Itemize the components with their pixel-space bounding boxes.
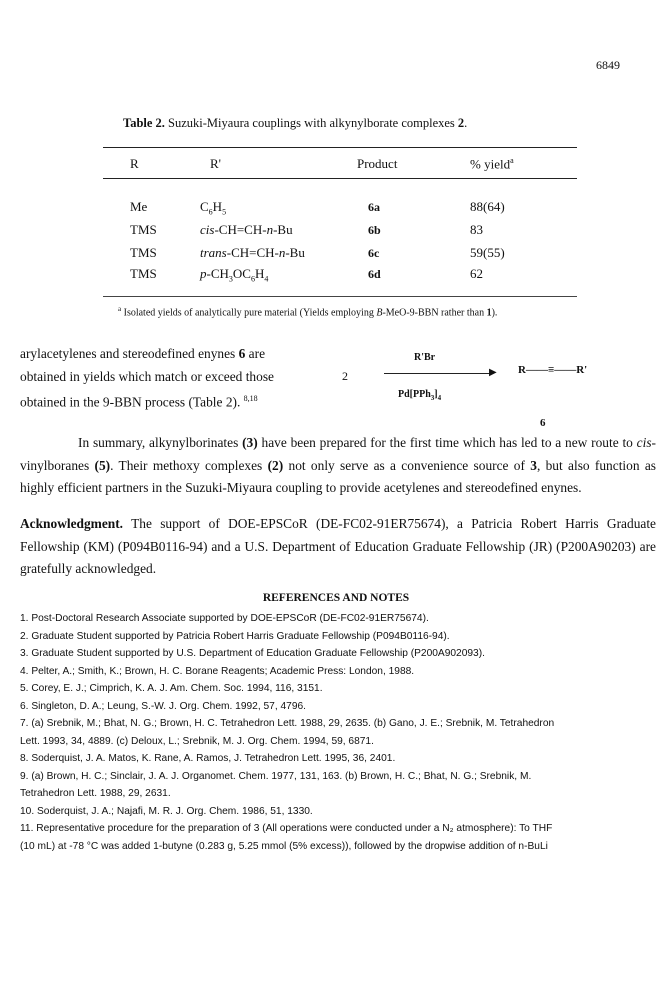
reference-item: Lett. 1993, 34, 4889. (c) Deloux, L.; Srebnik, M. J. Org. Chem. 1994, 59, 6871. (20, 735, 374, 747)
row4-s4: 4 (264, 274, 269, 284)
para2-t4: . Their methoxy complexes (110, 457, 268, 473)
reference-item: 2. Graduate Student supported by Patricia Robert Harris Graduate Fellowship (P094B0116-94). (20, 630, 450, 642)
references-list (20, 610, 656, 855)
catalyst-text: Pd[PPh (398, 389, 431, 400)
header-yield-sup: a (510, 156, 514, 165)
paragraph-summary (20, 432, 656, 500)
row2-r: TMS (130, 222, 157, 237)
table-header-rule (103, 178, 577, 179)
row4-yield: 62 (470, 266, 483, 281)
page-number: 6849 (596, 58, 620, 72)
row4-s3: 3 (228, 274, 233, 284)
table-bottom-rule (103, 296, 577, 297)
para1-l1-bold: 6 (238, 346, 246, 361)
para2-b3: (2) (267, 457, 284, 473)
header-r: R (130, 156, 139, 171)
row1-product: 6a (368, 200, 380, 214)
scheme-start-compound: 2 (342, 369, 348, 383)
row2-n: n (266, 222, 274, 237)
acknowledgment (20, 513, 656, 581)
reference-item: 7. (a) Srebnik, M.; Bhat, N. G.; Brown, H. C. Tetrahedron Lett. 1988, 29, 2635. (b) Gano, J. E.; Srebnik, M. Tetrahedron (20, 718, 555, 729)
para2-b4: 3 (530, 457, 537, 473)
reference-item: 11. Representative procedure for the preparation of 3 (All operations were conducted under a N₂ atmosphere): To THF (20, 823, 553, 834)
reference-item: 5. Corey, E. J.; Cimprich, K. A. J. Am. Chem. Soc. 1994, 116, 3151. (20, 683, 323, 694)
header-yield-text: % yield (470, 156, 511, 172)
para2-b2: (5) (94, 457, 111, 473)
ack-label: Acknowledgment. (20, 516, 124, 531)
row3-n: n (278, 245, 286, 260)
row3-r: TMS (130, 245, 157, 260)
row1-yield: 88(64) (470, 199, 505, 214)
footnote-text: Isolated yields of analytically pure material (Yields employing (121, 307, 377, 319)
scheme-product-number: 6 (540, 417, 546, 429)
table-caption-ref: 2 (457, 116, 465, 130)
row2-yield: 83 (470, 222, 483, 237)
paragraph-results (20, 343, 330, 414)
para1-line2: obtained in yields which match or exceed those (20, 368, 274, 384)
reference-item: 10. Soderquist, J. A.; Najafi, M. R. J. Org. Chem. 1986, 51, 1330. (20, 805, 313, 817)
row4-p: p (200, 266, 207, 281)
row4-h: H (254, 266, 265, 281)
row3-product: 6c (368, 246, 380, 260)
row4-s6: 6 (250, 274, 255, 284)
row4-product: 6d (368, 267, 381, 281)
footnote-bold: 1 (486, 307, 492, 319)
row1-sub2: 5 (222, 207, 227, 217)
row1-c: C (200, 199, 209, 214)
row3-trans: trans (200, 245, 227, 260)
reaction-scheme (336, 347, 616, 437)
row2-chain: -CH=CH- (214, 222, 267, 237)
footnote-sup: a (118, 305, 122, 313)
scheme-catalyst (398, 389, 441, 402)
row4-r: TMS (130, 266, 157, 281)
header-product: Product (357, 156, 398, 171)
para2-t2: have been prepared for the first time which has led to a new route to (257, 435, 637, 450)
row1-rprime (200, 199, 226, 217)
row3-rprime (200, 245, 305, 261)
table-footnote (118, 305, 497, 318)
row1-sub1: 6 (208, 207, 213, 217)
row4-rprime (200, 266, 268, 284)
para1-line1 (20, 343, 330, 366)
para1-l3-text: obtained in the 9-BBN process (Table 2). (20, 394, 244, 410)
footnote-italic: B (376, 307, 383, 319)
para2-start: In summary, alkynylborinates (78, 435, 243, 450)
table-caption-text: Suzuki-Miyaura couplings with alkynylborate complexes (164, 116, 458, 130)
references-heading: REFERENCES AND NOTES (262, 592, 410, 604)
para2-t5: not only serve as a convenience source of (283, 457, 531, 473)
catalyst-end: ] (434, 389, 438, 400)
row3-bu: -Bu (285, 245, 305, 260)
row1-h: H (212, 199, 223, 214)
row2-product: 6b (368, 223, 381, 237)
para1-l1-end: are (245, 346, 266, 361)
para1-l1-text: arylacetylenes and stereodefined enynes (20, 346, 239, 361)
reference-item: Tetrahedron Lett. 1988, 29, 2631. (20, 788, 171, 799)
reference-item: (10 mL) at -78 °C was added 1-butyne (0.283 g, 5.25 mmol (5% excess)), followed by the dropwise addition of n-BuLi (20, 840, 548, 852)
catalyst-sub2: 4 (437, 394, 442, 402)
row4-oc: OC (232, 266, 251, 281)
catalyst-sub: 3 (430, 394, 435, 402)
reference-item: 6. Singleton, D. A.; Leung, S.-W. J. Org. Chem. 1992, 57, 4796. (20, 700, 306, 712)
para1-l3-sup: 8,18 (243, 394, 258, 403)
reference-item: 4. Pelter, A.; Smith, K.; Brown, H. C. Borane Reagents; Academic Press: London, 1988. (20, 665, 415, 677)
para2-t6: , but also function as highly efficient partners in the Suzuki-Miyaura coupling to provide acetylenes and stereodefined enynes. (20, 457, 656, 495)
row3-yield: 59(55) (470, 245, 505, 260)
ack-text: The support of DOE-EPSCoR (DE-FC02-91ER75674), a Patricia Robert Harris Graduate Fellowship (KM) (P094B0116-94) and a U.S. Department of Education Graduate Fellowship (JR) (P200A90203) are gratefully acknowledged. (20, 516, 656, 576)
header-yield (470, 156, 514, 172)
reference-item: 9. (a) Brown, H. C.; Sinclair, J. A. J. Organomet. Chem. 1977, 131, 163. (b) Brown, H. C.; Bhat, N. G.; Srebnik, M. (20, 770, 532, 782)
row2-cis: cis (200, 222, 215, 237)
para2-b1: (3) (242, 435, 258, 450)
table-top-rule (103, 147, 577, 148)
reference-item: 3. Graduate Student supported by U.S. Department of Education Graduate Fellowship (P200A902093). (20, 648, 485, 659)
footnote-end: ). (491, 307, 498, 319)
scheme-reagent: R'Br (414, 352, 436, 363)
para2-i1: cis (636, 435, 652, 450)
para2-t3: -vinylboranes (20, 435, 656, 473)
row2-rprime (200, 222, 293, 238)
reference-item: 1. Post-Doctoral Research Associate supported by DOE-EPSCoR (DE-FC02-91ER75674). (20, 613, 429, 624)
row3-chain: -CH=CH- (226, 245, 279, 260)
para1-line3 (20, 388, 330, 414)
header-rprime: R' (210, 156, 222, 171)
table-caption-label: Table 2. (123, 116, 165, 130)
footnote-text2: -MeO-9-BBN rather than (382, 307, 487, 319)
reference-item: 8. Soderquist, J. A. Matos, K. Rane, A. Ramos, J. Tetrahedron Lett. 1995, 36, 2401. (20, 753, 396, 764)
table-caption-end: . (464, 116, 468, 130)
row2-bu: -Bu (273, 222, 293, 237)
arrow-head-icon: ▶ (489, 367, 497, 378)
row1-r: Me (130, 199, 148, 214)
row4-ch: -CH (206, 266, 229, 281)
scheme-arrow-line (384, 373, 492, 374)
table-caption (123, 116, 467, 131)
scheme-product: R——≡——R' (518, 364, 588, 376)
